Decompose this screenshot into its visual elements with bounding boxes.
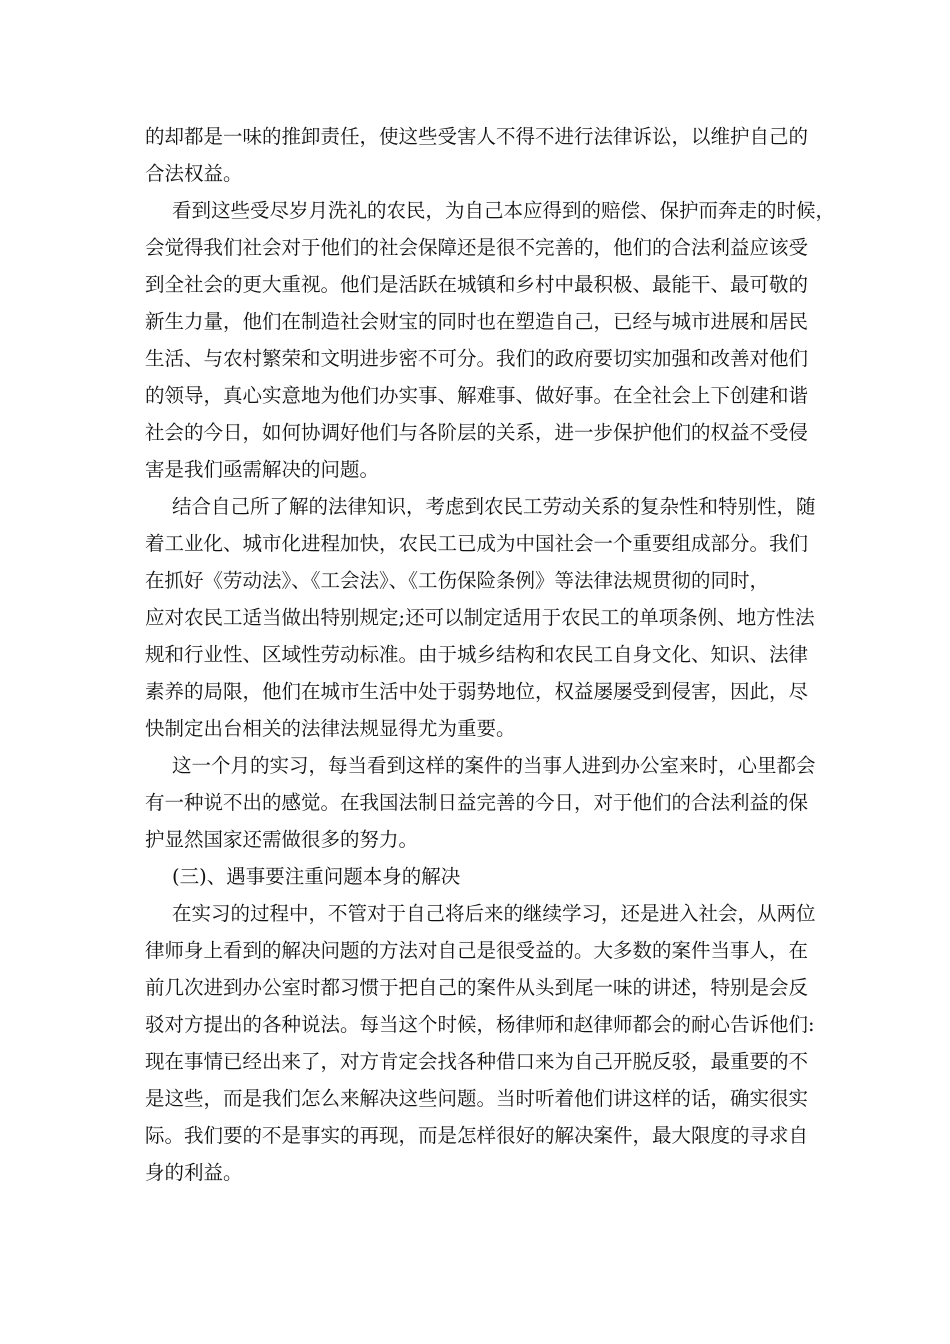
paragraph-2 bbox=[145, 192, 836, 488]
text-line: 会觉得我们社会对于他们的社会保障还是很不完善的，他们的合法利益应该受 bbox=[145, 236, 809, 259]
text-line: 看到这些受尽岁月洗礼的农民，为自己本应得到的赔偿、保护而奔走的时候， bbox=[172, 199, 836, 222]
text-line: 合法权益。 bbox=[145, 162, 243, 185]
text-line: 驳对方提出的各种说法。每当这个时候，杨律师和赵律师都会的耐心告诉他们: bbox=[145, 1013, 815, 1036]
document-body bbox=[145, 118, 836, 1191]
text-line: 现在事情已经出来了，对方肯定会找各种借口来为自己开脱反驳，最重要的不 bbox=[145, 1050, 809, 1073]
text-line: 护显然国家还需做很多的努力。 bbox=[145, 828, 419, 851]
text-line: 到全社会的更大重视。他们是活跃在城镇和乡村中最积极、最能干、最可敬的 bbox=[145, 273, 809, 296]
text-line: 前几次进到办公室时都习惯于把自己的案件从头到尾一味的讲述，特别是会反 bbox=[145, 976, 809, 999]
text-line: 规和行业性、区域性劳动标准。由于城乡结构和农民工自身文化、知识、法律 bbox=[145, 643, 809, 666]
text-line: 生活、与农村繁荣和文明进步密不可分。我们的政府要切实加强和改善对他们 bbox=[145, 347, 809, 370]
paragraph-4 bbox=[145, 747, 816, 858]
text-line: 的却都是一味的推卸责任，使这些受害人不得不进行法律诉讼，以维护自己的 bbox=[145, 125, 809, 148]
paragraph-5 bbox=[145, 895, 816, 1191]
text-line: 在抓好《劳动法》、《工会法》、《工伤保险条例》等法律法规贯彻的同时， bbox=[145, 569, 770, 592]
text-line: 快制定出台相关的法律法规显得尤为重要。 bbox=[145, 717, 516, 740]
text-line: 应对农民工适当做出特别规定;还可以制定适用于农民工的单项条例、地方性法 bbox=[145, 606, 815, 629]
text-line: 是这些，而是我们怎么来解决这些问题。当时听着他们讲这样的话，确实很实 bbox=[145, 1087, 809, 1110]
text-line: 的领导，真心实意地为他们办实事、解难事、做好事。在全社会上下创建和谐 bbox=[145, 384, 809, 407]
paragraph-1 bbox=[145, 118, 810, 192]
text-line: 新生力量，他们在制造社会财宝的同时也在塑造自己，已经与城市进展和居民 bbox=[145, 310, 809, 333]
section-heading-text: (三)、遇事要注重问题本身的解决 bbox=[172, 865, 461, 888]
paragraph-3 bbox=[145, 488, 816, 747]
text-line: 着工业化、城市化进程加快，农民工已成为中国社会一个重要组成部分。我们 bbox=[145, 532, 809, 555]
text-line: 律师身上看到的解决问题的方法对自己是很受益的。大多数的案件当事人，在 bbox=[145, 939, 809, 962]
text-line: 这一个月的实习，每当看到这样的案件的当事人进到办公室来时，心里都会 bbox=[172, 754, 816, 777]
text-line: 害是我们亟需解决的问题。 bbox=[145, 458, 380, 481]
text-line: 际。我们要的不是事实的再现，而是怎样很好的解决案件，最大限度的寻求自 bbox=[145, 1124, 809, 1147]
text-line: 身的利益。 bbox=[145, 1161, 243, 1184]
text-line: 在实习的过程中，不管对于自己将后来的继续学习，还是进入社会，从两位 bbox=[172, 902, 816, 925]
text-line: 社会的今日，如何协调好他们与各阶层的关系，进一步保护他们的权益不受侵 bbox=[145, 421, 809, 444]
text-line: 素养的局限，他们在城市生活中处于弱势地位，权益屡屡受到侵害，因此，尽 bbox=[145, 680, 809, 703]
text-line: 结合自己所了解的法律知识，考虑到农民工劳动关系的复杂性和特别性，随 bbox=[172, 495, 816, 518]
text-line: 有一种说不出的感觉。在我国法制日益完善的今日，对于他们的合法利益的保 bbox=[145, 791, 809, 814]
section-heading bbox=[145, 858, 810, 895]
